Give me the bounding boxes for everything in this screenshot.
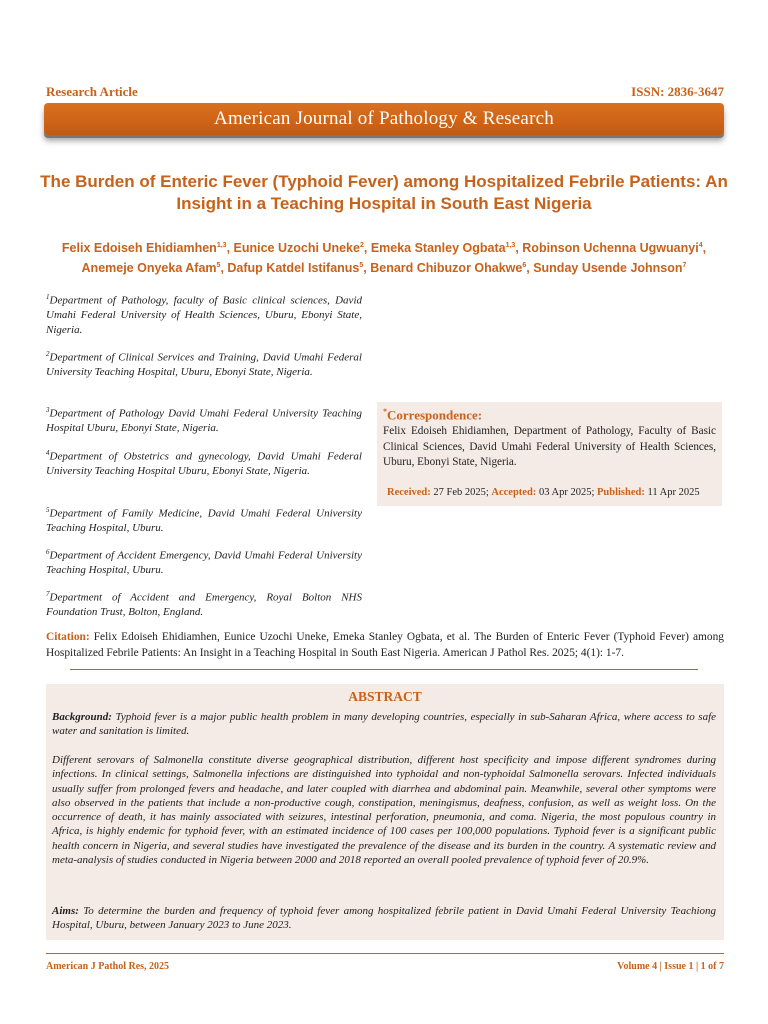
issn-label: ISSN: 2836-3647 bbox=[631, 84, 724, 99]
author-affiliation: 2 bbox=[359, 242, 364, 249]
correspondence-star: * bbox=[383, 407, 387, 416]
citation bbox=[46, 630, 724, 661]
author-affiliation: 7 bbox=[682, 262, 687, 270]
affiliation-item bbox=[46, 347, 362, 380]
received-date: 27 Feb 2025; bbox=[433, 487, 489, 498]
correspondence-heading-text: Correspondence: bbox=[387, 407, 483, 423]
affiliation-text: Department of Accident and Emergency, Royal Bolton NHS Foundation Trust, Bolton, England. bbox=[46, 591, 362, 619]
background-text: Typhoid fever is a major public health problem in many developing countries, especially in sub-Saharan Africa, where access to safe water and sanitation is limited. bbox=[52, 711, 717, 738]
author-name: Benard Chibuzor Ohakwe bbox=[370, 261, 523, 276]
citation-text: Felix Edoiseh Ehidiamhen, Eunice Uzochi Uneke, Emeka Stanley Ogbata, et al. The Burden of Enteric Fever (Typhoid Fever) among Hospitalized Febrile Patients: An Insight in a Teaching Hospital in South East Nigeria. American J Pathol Res. 2025; 4(1): 1-7. bbox=[46, 631, 724, 659]
affiliation-item bbox=[46, 446, 362, 479]
footer-page-info: Volume 4 | Issue 1 | 1 of 7 bbox=[617, 961, 724, 972]
affiliation-number: 1 bbox=[46, 293, 50, 301]
published-date: 11 Apr 2025 bbox=[647, 487, 700, 498]
affiliation-number: 6 bbox=[46, 548, 50, 556]
correspondence-box bbox=[377, 402, 722, 506]
author-name: Dafup Katdel Istifanus bbox=[227, 261, 360, 276]
affiliation-item bbox=[46, 587, 362, 620]
author-affiliation: 1,3 bbox=[505, 242, 516, 249]
author-affiliation: 1,3 bbox=[216, 242, 227, 249]
affiliation-item bbox=[46, 503, 362, 536]
journal-banner bbox=[44, 103, 724, 135]
affiliation-number: 7 bbox=[46, 590, 50, 598]
aims-label: Aims: bbox=[52, 905, 79, 917]
citation-label: Citation: bbox=[46, 631, 90, 643]
affiliation-number: 5 bbox=[46, 506, 50, 514]
correspondence-body: Felix Edoiseh Ehidiamhen, Department of Pathology, Faculty of Basic Clinical Sciences, David Umahi Federal University of Health Sciences, Uburu, Ebonyi State, Nigeria. bbox=[383, 425, 716, 468]
affiliation-item bbox=[46, 290, 362, 337]
author-name: Anemeje Onyeka Afam bbox=[81, 261, 217, 276]
author-list: Felix Edoiseh Ehidiamhen$^{1,3}$, Eunice Uzochi Uneke$^2$, Emeka Stanley Ogbata$^{1,3}$, Robinson Uchenna Ugwuanyi$^4$, Anemeje Onyeka Afam$^5$, Dafup Katdel Istifanus$^5$, Benard Chibuzor Ohakwe$^6$, Sunday Usende Johnson$^7$ bbox=[61, 241, 707, 276]
author-name: Robinson Uchenna Ugwuanyi bbox=[522, 241, 699, 256]
affiliation-text: Department of Accident Emergency, David Umahi Federal University Teaching Hospital, Uburu. bbox=[46, 549, 362, 577]
received-label: Received: bbox=[387, 487, 431, 498]
published-label: Published: bbox=[596, 487, 645, 498]
affiliation-text: Department of Pathology, faculty of Basic clinical sciences, David Umahi Federal University of Health Sciences, Uburu, Ebonyi State, Nigeria. bbox=[46, 294, 362, 336]
author-affiliation: 4 bbox=[698, 242, 703, 249]
abstract-box bbox=[46, 684, 724, 940]
footer-divider bbox=[46, 953, 724, 954]
author-affiliation: 5 bbox=[359, 262, 364, 270]
correspondence-heading bbox=[383, 407, 482, 423]
accepted-label: Accepted: bbox=[491, 487, 537, 498]
article-type-label: Research Article bbox=[46, 84, 138, 99]
affiliation-text: Department of Family Medicine, David Umahi Federal University Teaching Hospital, Uburu. bbox=[46, 507, 362, 535]
affiliation-number: 2 bbox=[46, 350, 50, 358]
background-label: Background: bbox=[52, 711, 112, 723]
journal-name: American Journal of Pathology & Research bbox=[214, 108, 554, 129]
section-divider bbox=[70, 669, 698, 670]
abstract-heading: ABSTRACT bbox=[348, 689, 422, 704]
affiliation-text: Department of Pathology David Umahi Federal University Teaching Hospital Uburu, Ebonyi State, Nigeria. bbox=[46, 407, 362, 435]
aims-text: To determine the burden and frequency of typhoid fever among hospitalized febrile patient in David Umahi Federal University Teachiong Hospital, Uburu, between January 2023 to June 2023. bbox=[52, 905, 717, 932]
affiliation-item bbox=[46, 403, 362, 436]
affiliation-number: 4 bbox=[46, 449, 50, 457]
accepted-date: 03 Apr 2025; bbox=[538, 487, 595, 498]
footer-journal-citation: American J Pathol Res, 2025 bbox=[46, 961, 170, 972]
author-name: Sunday Usende Johnson bbox=[533, 261, 683, 276]
paper-title: The Burden of Enteric Fever (Typhoid Fever) among Hospitalized Febrile Patients: An Insight in a Teaching Hospital in South East Nigeria bbox=[40, 172, 728, 213]
affiliation-item bbox=[46, 545, 362, 578]
author-affiliation: 5 bbox=[216, 262, 221, 270]
abstract-background bbox=[52, 710, 716, 739]
abstract-paragraph: Different serovars of Salmonella constitute diverse geographical distribution, different host specificity and impose different syndromes during infections. In clinical settings, Salmonella infections are distinguished into typhoidal and non-typhoidal Salmonella serovars. Infected individuals usually suffer from prolonged fevers and headache, and later coupled with diarrhea and abdominal pain. Meanwhile, several other symptoms were also observed in the patients that include a non-productive cough, constipation, meningismus, deafness, confusion, as well as weight loss. On the occurrence of death, it has mainly associated with seizures, intestinal perforation, pneumonia, and coma. Nigeria, the most populous country in Africa, is highly endemic for typhoid fever, with an estimated incidence of 100 cases per 100,000 populations. Typhoid fever is a significant public health concern in Nigeria, and several studies have investigated the prevalence of the disease and its burden in the country. A systematic review and meta-analysis of studies conducted in Nigeria between 2000 and 2018 reported an overall pooled prevalence of typhoid fever of 20.9%. bbox=[52, 754, 716, 867]
article-dates bbox=[387, 487, 700, 498]
affiliation-number: 3 bbox=[46, 406, 50, 414]
abstract-aims bbox=[52, 904, 716, 933]
author-name: Emeka Stanley Ogbata bbox=[370, 241, 506, 256]
author-affiliation: 6 bbox=[522, 262, 527, 270]
affiliation-text: Department of Obstetrics and gynecology, David Umahi Federal University Teaching Hospital Uburu, Ebonyi State, Nigeria. bbox=[46, 450, 362, 478]
author-name: Felix Edoiseh Ehidiamhen bbox=[61, 241, 217, 256]
affiliation-text: Department of Clinical Services and Training, David Umahi Federal University Teaching Hospital, Uburu, Ebonyi State, Nigeria. bbox=[46, 351, 362, 379]
author-name: Eunice Uzochi Uneke bbox=[233, 241, 360, 256]
